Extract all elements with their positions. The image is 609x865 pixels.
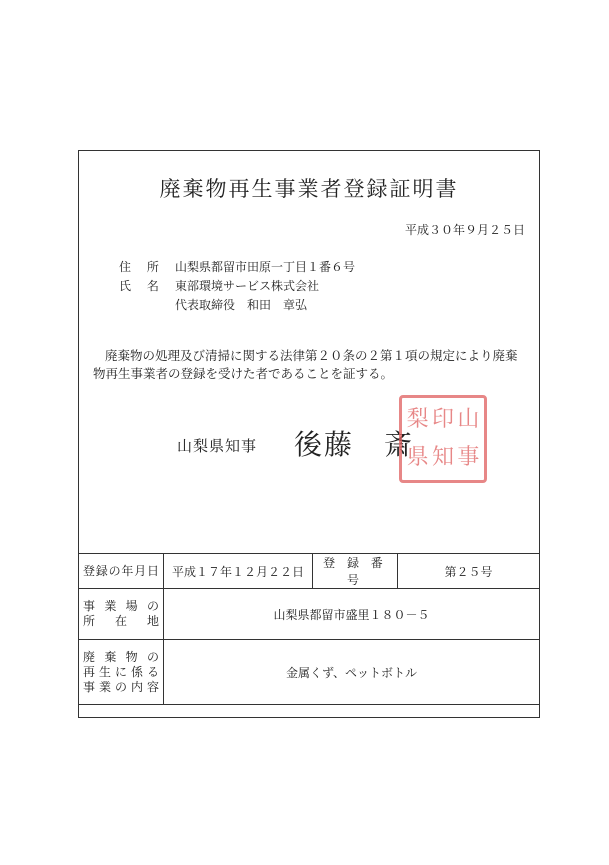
- site-label-line: 所 在 地: [83, 614, 159, 628]
- content-label-line: 再 生 に 係 る: [83, 664, 159, 679]
- official-seal: [399, 395, 487, 483]
- address-value: 山梨県都留市田原一丁目１番６号: [175, 260, 356, 274]
- certification-text: 廃棄物の処理及び清掃に関する法律第２０条の２第１項の規定により廃棄物再生事業者の登録を受けた者であることを証する。: [93, 348, 518, 381]
- registration-table: [78, 553, 540, 705]
- business-content-label: [79, 640, 164, 705]
- table-row: [79, 589, 540, 640]
- table-row: [79, 640, 540, 705]
- site-label: [79, 589, 164, 640]
- address-label: 住 所: [119, 260, 165, 274]
- registration-date-label: 登録の年月日: [79, 554, 164, 589]
- content-label-line: 廃 棄 物 の: [83, 649, 159, 664]
- name-label: 氏 名: [119, 279, 165, 293]
- governor-name: [294, 423, 414, 463]
- seal-char: 印: [431, 407, 454, 432]
- certificate-title: 廃棄物再生事業者登録証明書: [159, 177, 459, 201]
- site-label-line: 事 業 場 の: [83, 599, 159, 613]
- certificate-frame: [78, 150, 540, 718]
- business-content-value: 金属くず、ペットボトル: [164, 640, 540, 705]
- governor-given-name: 斎: [384, 428, 415, 461]
- seal-char: 山: [457, 407, 480, 432]
- seal-char: 県: [406, 445, 429, 470]
- content-label-line: 事 業 の 内 容: [83, 679, 159, 694]
- site-value: 山梨県都留市盛里１８０－５: [164, 589, 540, 640]
- registration-number-value: 第２５号: [398, 554, 540, 589]
- governor-title: 山梨県知事: [177, 437, 258, 455]
- seal-char: 知: [431, 445, 454, 470]
- company-name: 東部環境サービス株式会社: [175, 279, 320, 293]
- seal-char: 梨: [406, 407, 429, 432]
- seal-char: 事: [457, 445, 480, 470]
- registration-date-value: 平成１７年１２月２２日: [164, 554, 313, 589]
- table-row: [79, 554, 540, 589]
- issue-date: 平成３０年９月２５日: [404, 223, 525, 237]
- representative-name: 代表取締役 和田 章弘: [175, 298, 308, 312]
- registration-number-label: 登 録 番 号: [313, 554, 398, 589]
- governor-family-name: 後藤: [294, 428, 355, 461]
